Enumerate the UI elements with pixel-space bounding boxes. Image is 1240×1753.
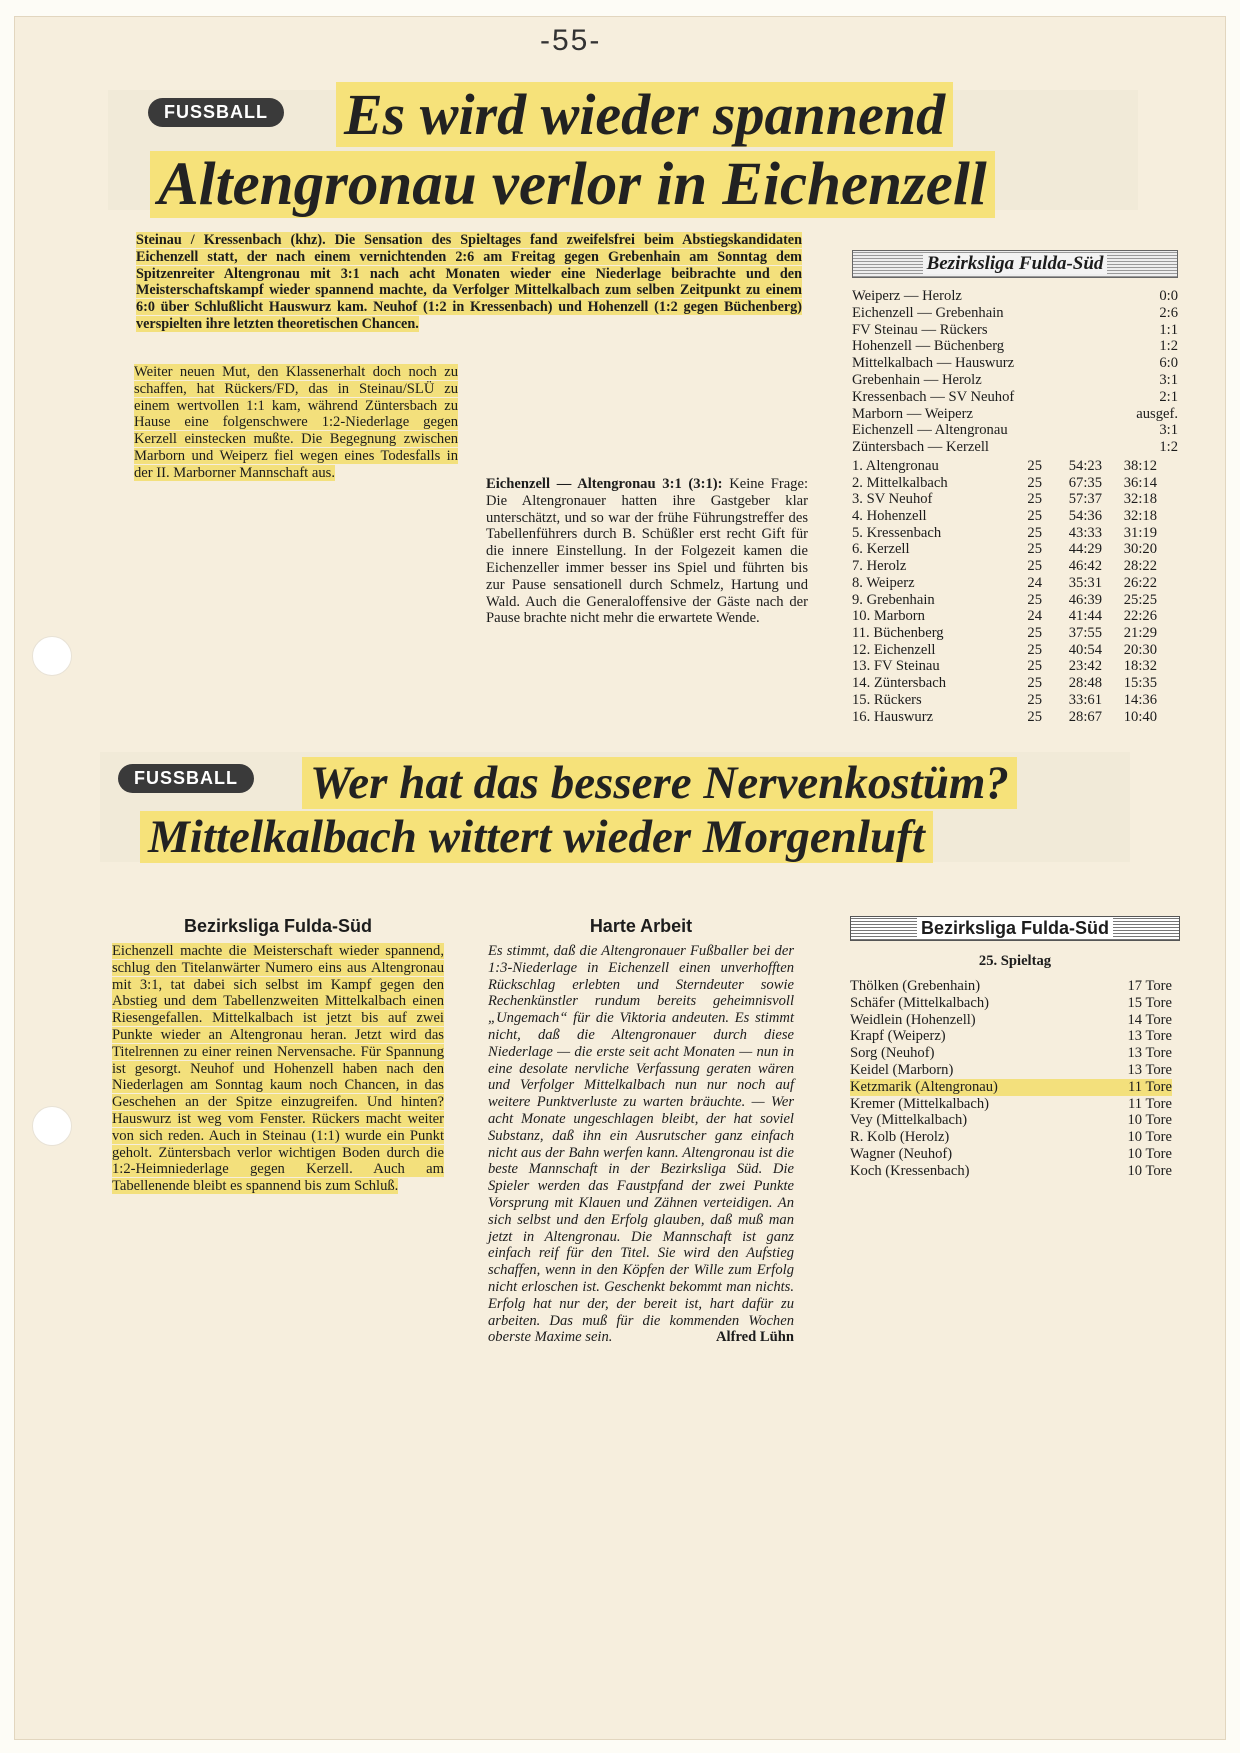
scorer-row: Koch (Kressenbach) 10 Tore <box>850 1162 1172 1179</box>
result-row: Eichenzell — Altengronau 3:1 <box>852 422 1178 439</box>
scorer-row: Vey (Mittelkalbach) 10 Tore <box>850 1112 1172 1129</box>
result-row: Mittelkalbach — Hauswurz 6:0 <box>852 355 1178 372</box>
scorer-row: Kremer (Mittelkalbach) 11 Tore <box>850 1095 1172 1112</box>
results-title: Bezirksliga Fulda-Süd <box>852 250 1178 278</box>
category-badge: FUSSBALL <box>118 764 254 793</box>
standings-row: 8. Weiperz 24 35:31 26:22 <box>852 574 1157 591</box>
results-list <box>852 288 1178 456</box>
standings-row: 4. Hohenzell 25 54:36 32:18 <box>852 508 1157 525</box>
category-badge: FUSSBALL <box>148 98 284 127</box>
report-column-text: Eichenzell machte die Meisterschaft wieder spannend, schlug den Titelanwärter Numero eins aus Altengronau mit 3:1, tat dabei sich selbst im Kampf gegen den Abstieg und dem Tabellenzweiten Mittelkalbach einen Riesengefallen. Mittelkalbach ist jetzt bis auf zwei Punkte wieder an Altengronau heran. Jetzt wird das Titelrennen zu einer reinen Nervensache. Für Spannung ist gesorgt. Neuhof und Hohenzell haben nach den Niederlagen am Sonntag kaum noch Chancen, in das Geschehen an der Spitze einzugreifen. Und hinten? Hauswurz ist weg vom Fenster. Rückers macht weiter von sich reden. Auch in Steinau (1:1) wurde ein Punkt geholt. Züntersbach verlor wichtigen Boden durch die 1:2-Heimniederlage gegen Kerzell. Auch am Tabellenende bleibt es spannend bis zum Schluß. <box>112 943 444 1195</box>
scorer-row: Weidlein (Hohenzell) 14 Tore <box>850 1011 1172 1028</box>
article1-lead: Steinau / Kressenbach (khz). Die Sensation des Spieltages fand zweifelsfrei beim Abstiegskandidaten Eichenzell statt, der nach einem vernichtenden 2:6 am Freitag gegen Grebenhain am Sonntag dem Spitzenreiter Altengronau mit 3:1 nach acht Monaten wieder eine Niederlage beibrachte und den Meisterschaftskampf wieder spannend machte, da Verfolger Mittelkalbach zum selben Zeitpunkt zu einem 6:0 über Schlußlicht Hauswurz kam. Neuhof (1:2 in Kressenbach) und Hohenzell (1:2 gegen Büchenberg) verspielten ihre letzten theoretischen Chancen. <box>136 232 802 332</box>
punch-hole <box>32 636 72 676</box>
scorers-title: Bezirksliga Fulda-Süd <box>850 916 1180 941</box>
result-row: Kressenbach — SV Neuhof 2:1 <box>852 388 1178 405</box>
scorer-row: Wagner (Neuhof) 10 Tore <box>850 1145 1172 1162</box>
standings-row: 2. Mittelkalbach 25 67:35 36:14 <box>852 474 1157 491</box>
standings-row: 14. Züntersbach 25 28:48 15:35 <box>852 675 1157 692</box>
standings-row: 1. Altengronau 25 54:23 38:12 <box>852 457 1157 474</box>
standings-row: 7. Herolz 25 46:42 28:22 <box>852 558 1157 575</box>
result-row: Grebenhain — Herolz 3:1 <box>852 371 1178 388</box>
result-row: Marborn — Weiperz ausgef. <box>852 405 1178 422</box>
standings-row: 9. Grebenhain 25 46:39 25:25 <box>852 591 1157 608</box>
commentary-author: Alfred Lühn <box>716 1329 794 1346</box>
scorer-row: Krapf (Weiperz) 13 Tore <box>850 1028 1172 1045</box>
report-column <box>112 916 444 1195</box>
standings-row: 16. Hauswurz 25 28:67 10:40 <box>852 708 1157 725</box>
commentary-text: Es stimmt, daß die Altengronauer Fußballer bei der 1:3-Niederlage in Eichenzell einen unverhofften Rückschlag erlebten und Sterndeuter sowie Rechenkünstler rundum bereits geheimnisvoll „Ungemach“ für die Viktoria andeuten. Es stimmt nicht, daß die Altengronauer durch diese Niederlage — die erste seit acht Monaten — nun in eine desolate nervliche Verfassung geraten wären und Verfolger Mittelkalbach nun nur noch auf weitere Punktverluste zu warten bräuchte. — Wer acht Monate ungeschlagen bleibt, der hat soviel Substanz, daß ihn ein Ausrutscher ganz einfach nicht aus der Bahn werfen kann. Altengronau ist die beste Mannschaft in der Bezirksliga Süd. Die Spieler werden das Faustpfand der zwei Punkte Vorsprung mit Klauen und Zähnen verteidigen. An sich selbst und den Erfolg glauben, daß muß man jetzt in Altengronau. Die Mannschaft ist ganz einfach reif für den Titel. Sie wird den Aufstieg schaffen, wenn in den Köpfen der Wille zum Erfolg nicht erloschen ist. Geschenkt bekommt man nichts. Erfolg hat nur der, der bereit ist, hart dafür zu arbeiten. Das muß für die kommenden Wochen oberste Maxime sein. Alfred Lühn <box>488 943 794 1346</box>
article1-headline-line2: Altengronau verlor in Eichenzell <box>150 154 995 215</box>
scorers-box <box>850 916 1180 1180</box>
scorers-list <box>850 978 1180 1180</box>
scorer-row: Sorg (Neuhof) 13 Tore <box>850 1045 1172 1062</box>
article2-headline-line1: Wer hat das bessere Nervenkostüm? <box>302 760 1017 807</box>
standings-row: 10. Marborn 24 41:44 22:26 <box>852 608 1157 625</box>
punch-hole <box>32 1106 72 1146</box>
results-box <box>852 250 1178 725</box>
result-row: Züntersbach — Kerzell 1:2 <box>852 439 1178 456</box>
result-row: Weiperz — Herolz 0:0 <box>852 288 1178 304</box>
scorer-row: Keidel (Marborn) 13 Tore <box>850 1061 1172 1078</box>
standings-row: 12. Eichenzell 25 40:54 20:30 <box>852 641 1157 658</box>
commentary-column <box>488 916 794 1346</box>
standings-row: 6. Kerzell 25 44:29 30:20 <box>852 541 1157 558</box>
scorer-row: R. Kolb (Herolz) 10 Tore <box>850 1129 1172 1146</box>
standings-row: 13. FV Steinau 25 23:42 18:32 <box>852 658 1157 675</box>
standings-table <box>852 458 1178 725</box>
article1-headline-line1: Es wird wieder spannend <box>336 86 953 144</box>
scorer-row-highlighted: Ketzmarik (Altengronau) 11 Tore <box>850 1078 1172 1095</box>
result-row: Hohenzell — Büchenberg 1:2 <box>852 338 1178 355</box>
scorer-row: Schäfer (Mittelkalbach) 15 Tore <box>850 994 1172 1011</box>
article1-text-col2: Eichenzell — Altengronau 3:1 (3:1): Keine Frage: Die Altengronauer hatten ihre Gastgeber klar unterschätzt, und so war der frühe Führungstreffer des Tabellenführers durch B. Schüßler erst recht Gift für die innere Einstellung. In der Folgezeit kamen die Eichenzeller immer besser ins Spiel und führten bis zur Pause sensationell durch Schmelz, Hartung und Wald. Auch die Generaloffensive der Gäste nach der Pause brachte nicht mehr die erwartete Wende. <box>486 476 809 627</box>
standings-row: 11. Büchenberg 25 37:55 21:29 <box>852 625 1157 641</box>
article2-headline-line2: Mittelkalbach wittert wieder Morgenluft <box>140 814 933 861</box>
commentary-title: Harte Arbeit <box>589 916 693 936</box>
report-column-title: Bezirksliga Fulda-Süd <box>183 916 373 936</box>
standings-row: 5. Kressenbach 25 43:33 31:19 <box>852 524 1157 541</box>
result-row: Eichenzell — Grebenhain 2:6 <box>852 304 1178 321</box>
standings-row: 15. Rückers 25 33:61 14:36 <box>852 691 1157 708</box>
scorer-row: Thölken (Grebenhain) 17 Tore <box>850 978 1172 994</box>
page-number: -55- <box>540 24 602 57</box>
scorers-matchday: 25. Spieltag <box>978 953 1052 969</box>
standings-row: 3. SV Neuhof 25 57:37 32:18 <box>852 491 1157 508</box>
article1-text-col1: Weiter neuen Mut, den Klassenerhalt doch noch zu schaffen, hat Rückers/FD, das in Steinau/SLÜ zu einem wertvollen 1:1 kam, während Züntersbach zu Hause eine folgenschwere 1:2-Niederlage gegen Kerzell einstecken mußte. Die Begegnung zwischen Marborn und Weiperz fiel wegen eines Todesfalls in der II. Marborner Mannschaft aus. <box>134 364 458 481</box>
result-row: FV Steinau — Rückers 1:1 <box>852 321 1178 338</box>
